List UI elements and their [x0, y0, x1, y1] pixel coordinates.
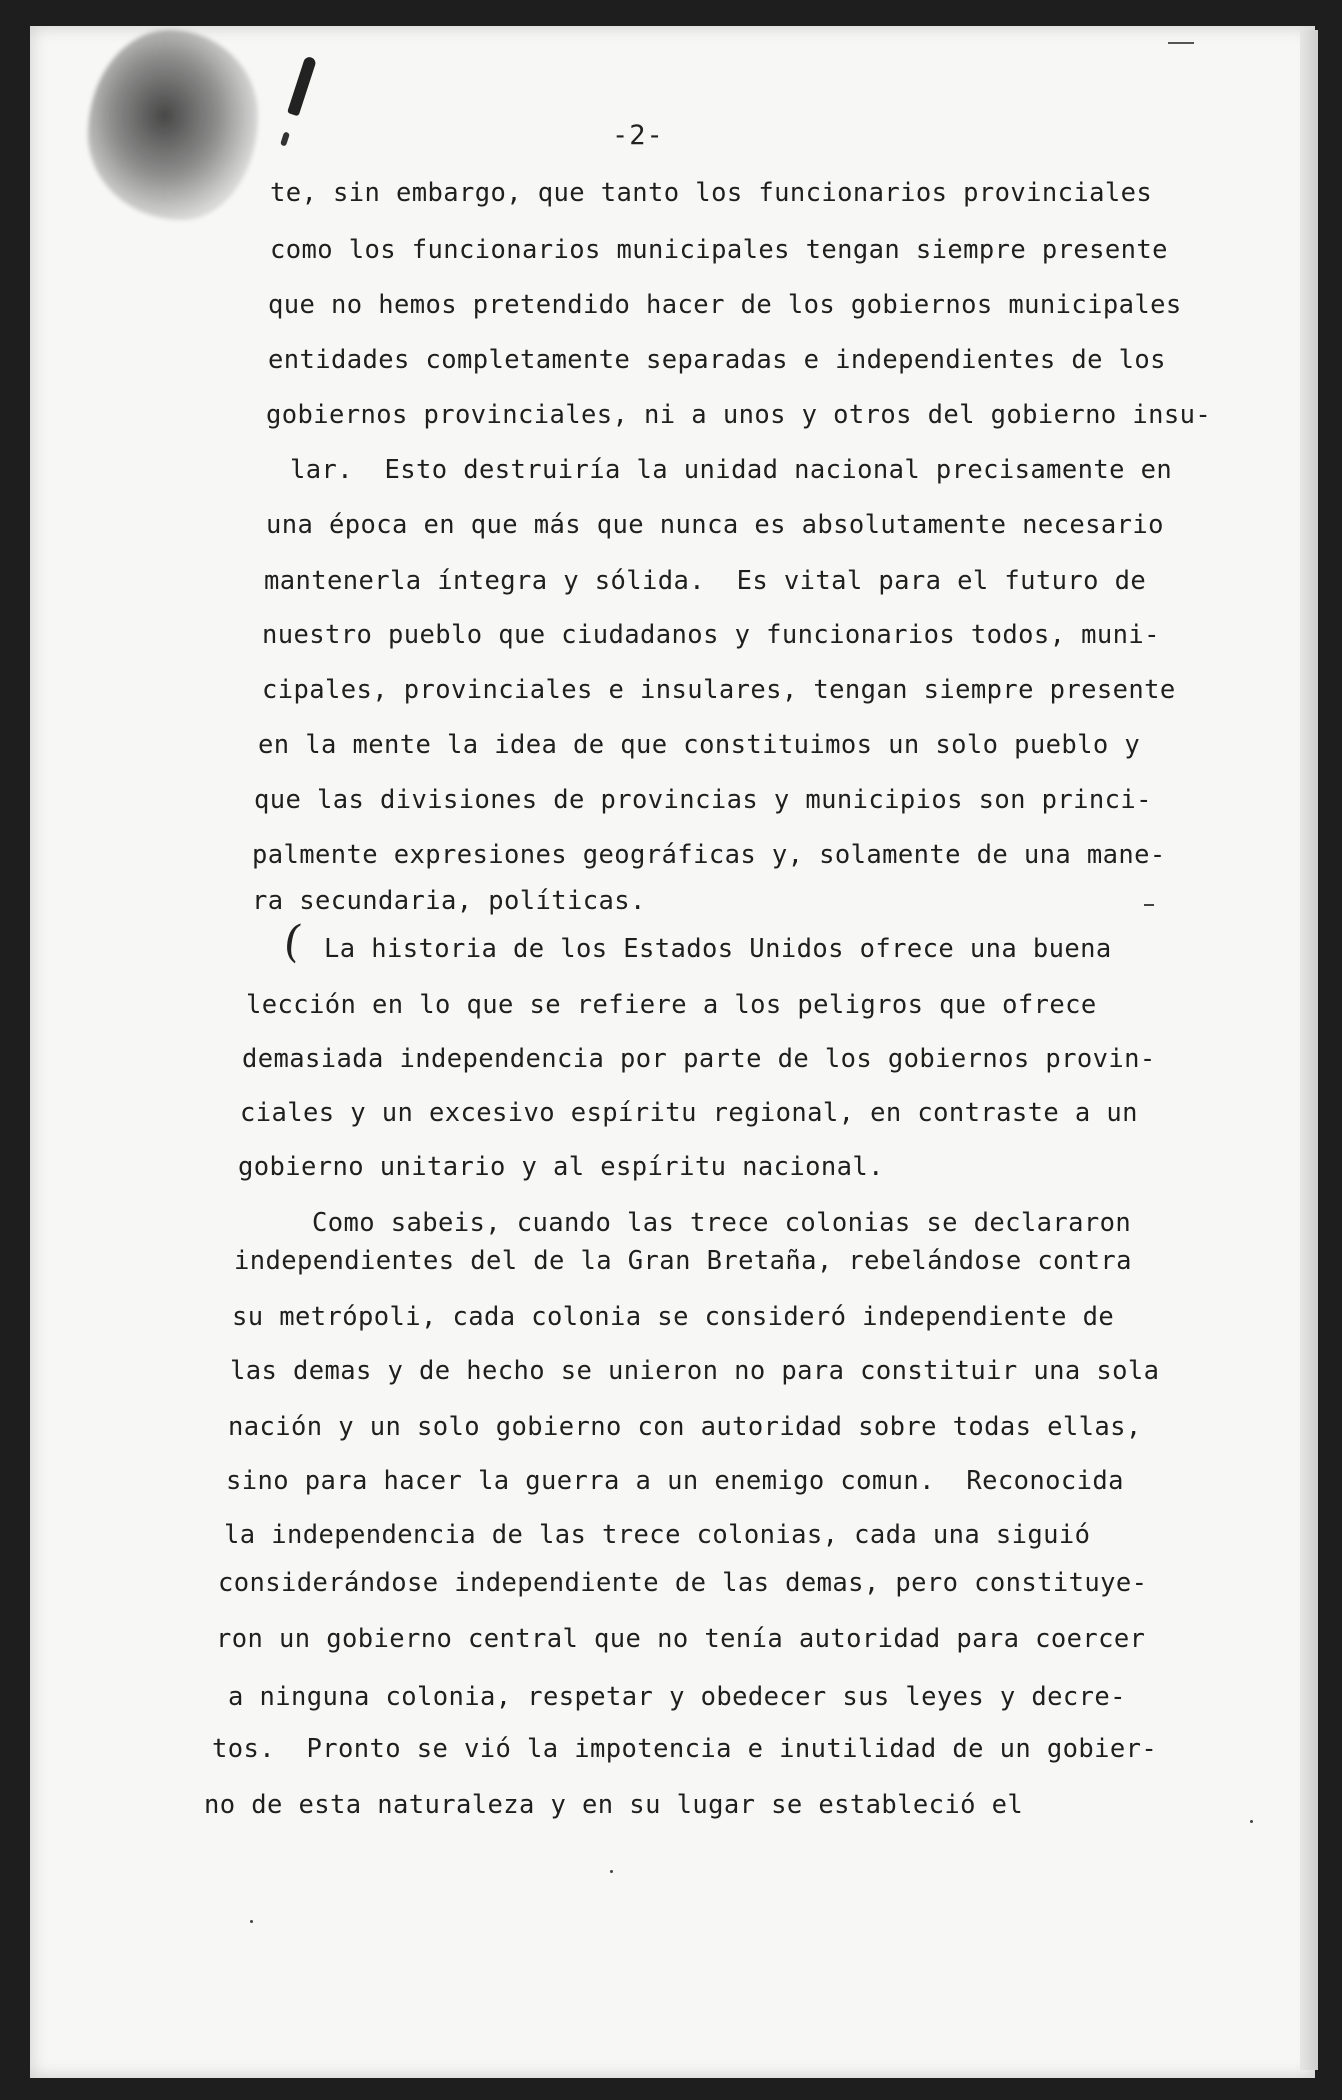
text-line: las demas y de hecho se unieron no para constituir una sola: [230, 1356, 1160, 1386]
paper-speck: [1250, 1820, 1253, 1823]
text-line: La historia de los Estados Unidos ofrece una buena: [324, 934, 1112, 964]
paper-speck: [610, 1870, 613, 1873]
page-number: -2-: [612, 120, 664, 151]
text-line: considerándose independiente de las demas, pero constituye-: [218, 1568, 1148, 1598]
ink-stain: [88, 30, 258, 220]
text-line: sino para hacer la guerra a un enemigo comun. Reconocida: [226, 1466, 1124, 1496]
text-line: la independencia de las trece colonias, cada una siguió: [224, 1520, 1091, 1550]
text-line: a ninguna colonia, respetar y obedecer sus leyes y decre-: [228, 1682, 1126, 1712]
corner-dash-mark: [1168, 42, 1194, 44]
text-line: independientes del de la Gran Bretaña, rebelándose contra: [234, 1246, 1132, 1276]
text-line: ciales y un excesivo espíritu regional, en contraste a un: [240, 1098, 1138, 1128]
text-line: lección en lo que se refiere a los peligros que ofrece: [246, 990, 1097, 1020]
text-line: lar. Esto destruiría la unidad nacional precisamente en: [290, 455, 1173, 485]
text-line: cipales, provinciales e insulares, tengan siempre presente: [262, 675, 1176, 705]
handwritten-paren-mark: (: [280, 915, 305, 968]
paper-edge: [1300, 30, 1318, 2070]
text-line: su metrópoli, cada colonia se consideró independiente de: [232, 1302, 1115, 1332]
text-line: ron un gobierno central que no tenía autoridad para coercer: [216, 1624, 1146, 1654]
text-line: nuestro pueblo que ciudadanos y funcionarios todos, muni-: [262, 620, 1160, 650]
text-line: ra secundaria, políticas.: [252, 886, 646, 916]
text-line: una época en que más que nunca es absolutamente necesario: [266, 510, 1164, 540]
text-line: te, sin embargo, que tanto los funcionarios provinciales: [270, 178, 1153, 208]
text-line: gobiernos provinciales, ni a unos y otros del gobierno insu-: [266, 400, 1212, 430]
text-line: demasiada independencia por parte de los gobiernos provin-: [242, 1044, 1156, 1074]
text-line: palmente expresiones geográficas y, solamente de una mane-: [252, 840, 1166, 870]
text-line: que las divisiones de provincias y municipios son princi-: [254, 785, 1152, 815]
text-line: gobierno unitario y al espíritu nacional.: [238, 1152, 884, 1182]
text-line: nación y un solo gobierno con autoridad sobre todas ellas,: [228, 1412, 1142, 1442]
paper-speck: [250, 1920, 253, 1923]
text-line: mantenerla íntegra y sólida. Es vital para el futuro de: [264, 566, 1147, 596]
text-line: como los funcionarios municipales tengan siempre presente: [270, 235, 1168, 265]
text-line: entidades completamente separadas e independientes de los: [268, 345, 1166, 375]
text-line: en la mente la idea de que constituimos un solo pueblo y: [258, 730, 1141, 760]
margin-tick-mark: [1144, 904, 1154, 906]
text-line: tos. Pronto se vió la impotencia e inutilidad de un gobier-: [212, 1734, 1158, 1764]
text-line: que no hemos pretendido hacer de los gobiernos municipales: [268, 290, 1182, 320]
text-line: no de esta naturaleza y en su lugar se estableció el: [204, 1790, 1024, 1820]
text-line: Como sabeis, cuando las trece colonias se declararon: [312, 1208, 1132, 1238]
